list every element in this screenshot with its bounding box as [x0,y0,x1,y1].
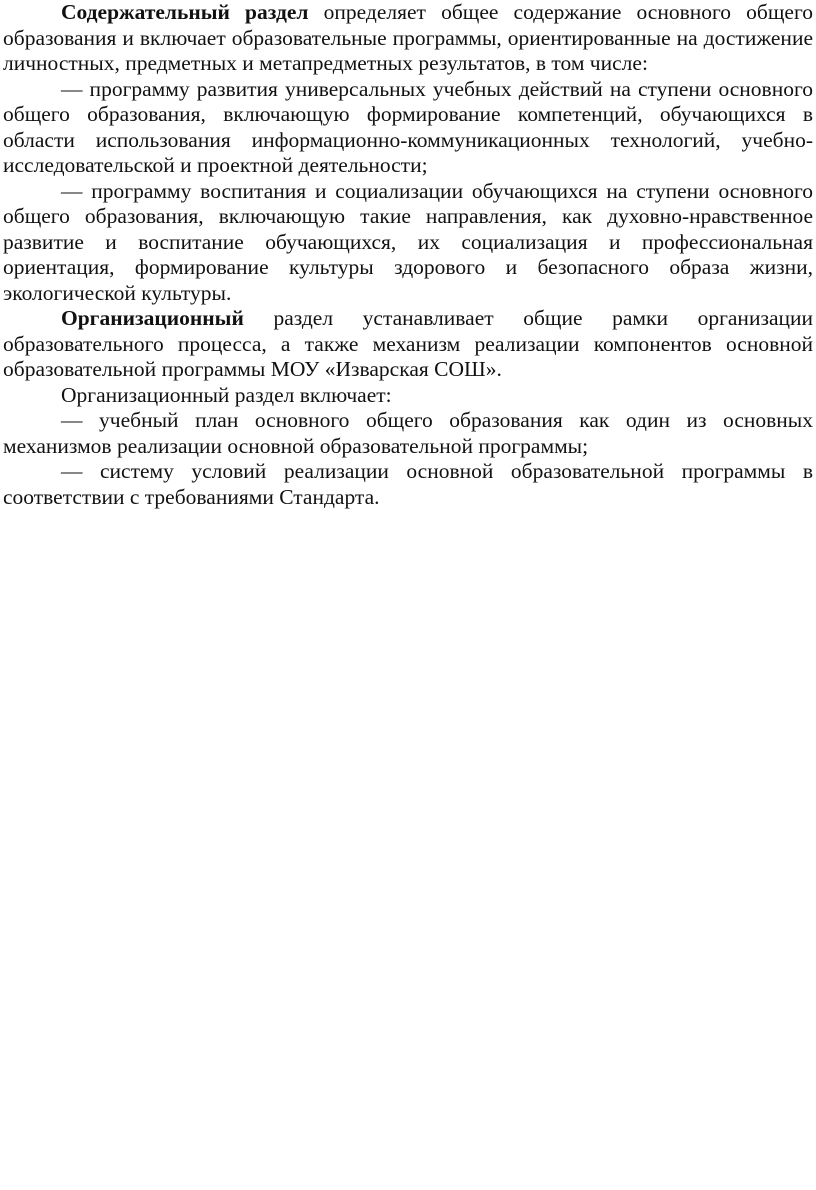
list-item-conditions-system [3,459,813,510]
list-item-uud-program [3,77,813,179]
list-item-upbringing-program [3,179,813,307]
list-item-curriculum [3,408,813,459]
list-item-text: — систему условий реализации основной образовательной программы в соответствии с требованиями Стандарта. [3,459,813,509]
organizational-section-heading: Организационный [61,306,244,330]
paragraph-text: раздел устанавливает общие рамки организации образовательного процесса, а также механизм реализации компонентов основной образовательной программы МОУ «Изварская СОШ». [3,306,813,381]
paragraph-organizational-includes [3,383,813,409]
paragraph-organizational-section [3,306,813,383]
list-item-text: — программу воспитания и социализации обучающихся на ступени основного общего образования, включающую такие направления, как духовно-нравственное развитие и воспитание обучающихся, их социализация и профессиональная ориентация, формирование культуры здорового и безопасного образа жизни, экологической культуры. [3,178,813,305]
list-item-text: — учебный план основного общего образования как один из основных механизмов реализации основной образовательной программы; [3,408,813,458]
paragraph-content-section [3,0,813,77]
document-body [3,0,813,510]
content-section-heading: Содержательный раздел [61,0,309,24]
paragraph-text: определяет общее содержание основного общего образования и включает образовательные программы, ориентированные на достижение личностных, предметных и метапредметных результатов, в том числе: [3,0,813,75]
paragraph-text: Организационный раздел включает: [61,382,392,407]
list-item-text: — программу развития универсальных учебных действий на ступени основного общего образования, включающую формирование компетенций, обучающихся в области использования информационно-коммуникационных технологий, учебно-исследовательской и проектной деятельности; [3,76,813,177]
